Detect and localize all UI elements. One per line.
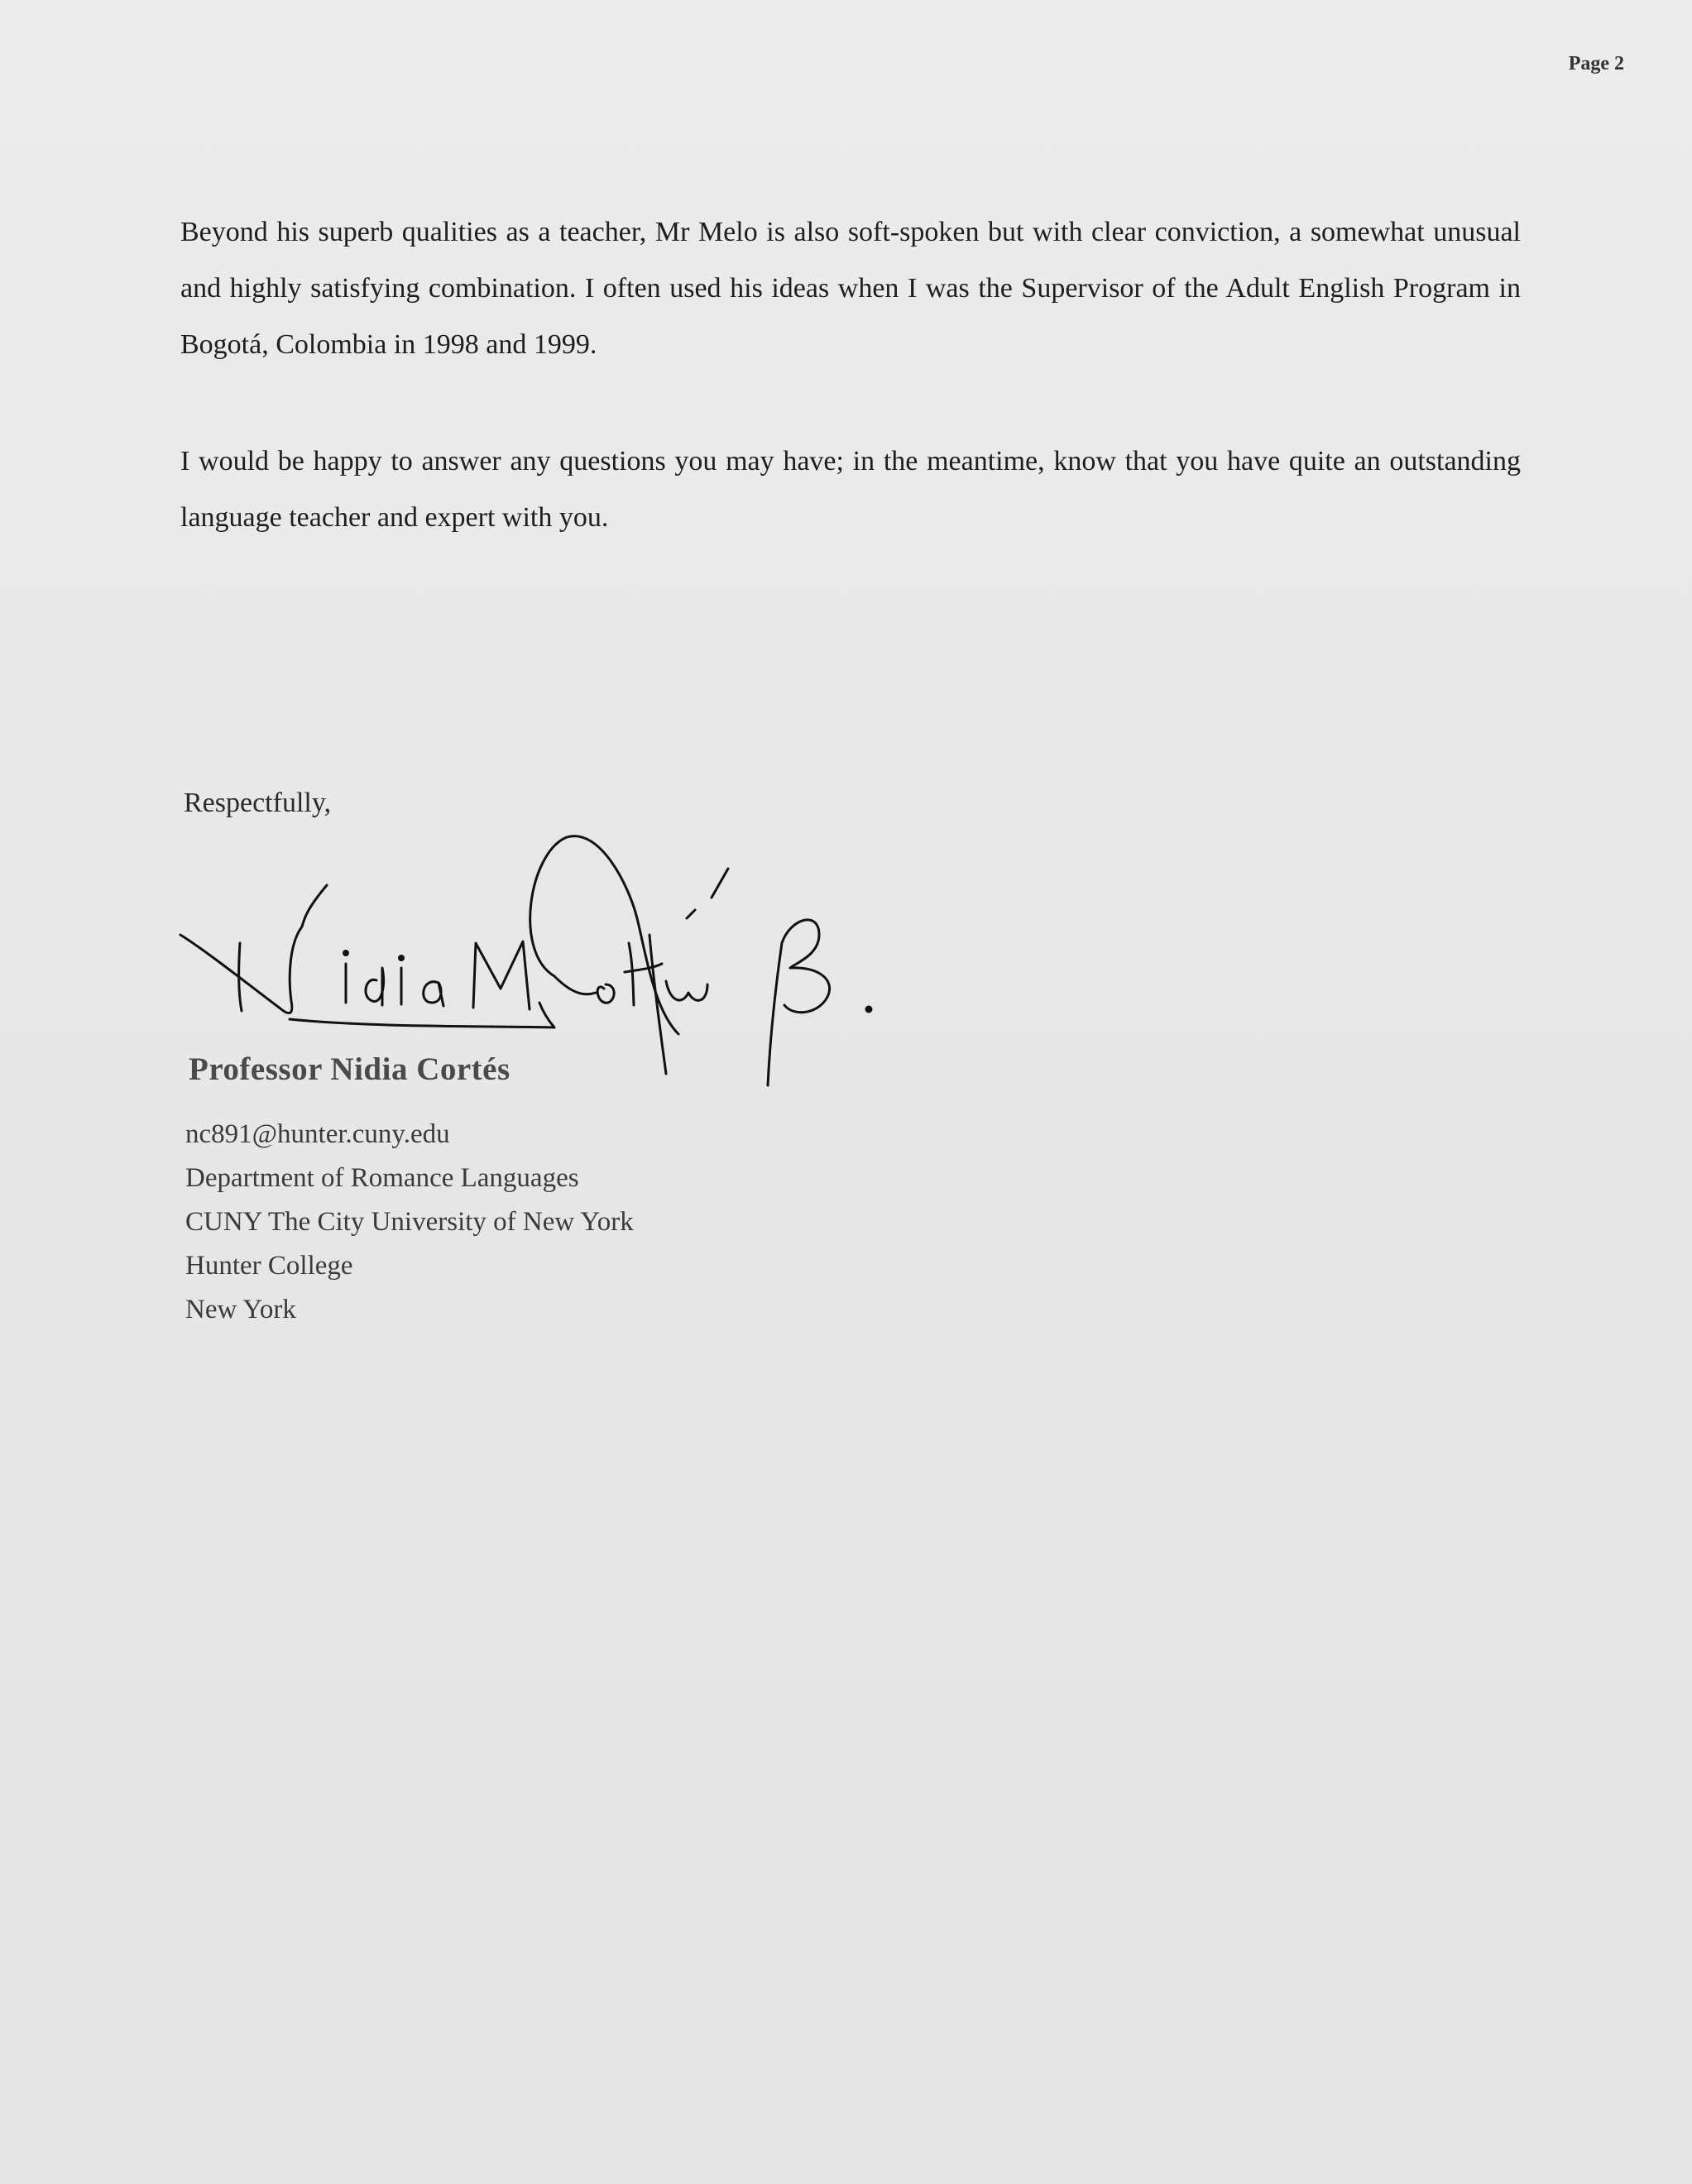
signer-email: nc891@hunter.cuny.edu: [185, 1119, 450, 1149]
signer-name: Professor Nidia Cortés: [189, 1051, 510, 1087]
body-paragraph-2: I would be happy to answer any questions you may have; in the meantime, know that you have quite an outstanding language teacher and expert with you.: [180, 446, 1521, 533]
signer-city: New York: [185, 1295, 296, 1324]
signer-contact-block: [185, 1113, 634, 1332]
signer-department: Department of Romance Languages: [185, 1163, 579, 1193]
signer-college: Hunter College: [185, 1251, 353, 1281]
closing-salutation: Respectfully,: [184, 788, 332, 818]
page-number: Page 2: [1568, 53, 1624, 74]
signer-university: CUNY The City University of New York: [185, 1207, 634, 1237]
body-paragraph-1: Beyond his superb qualities as a teacher, Mr Melo is also soft-spoken but with clear conviction, a somewhat unusual and highly satisfying combination. I often used his ideas when I was the Supervisor of the Adult English Program in Bogotá, Colombia in 1998 and 1999.: [180, 217, 1521, 360]
